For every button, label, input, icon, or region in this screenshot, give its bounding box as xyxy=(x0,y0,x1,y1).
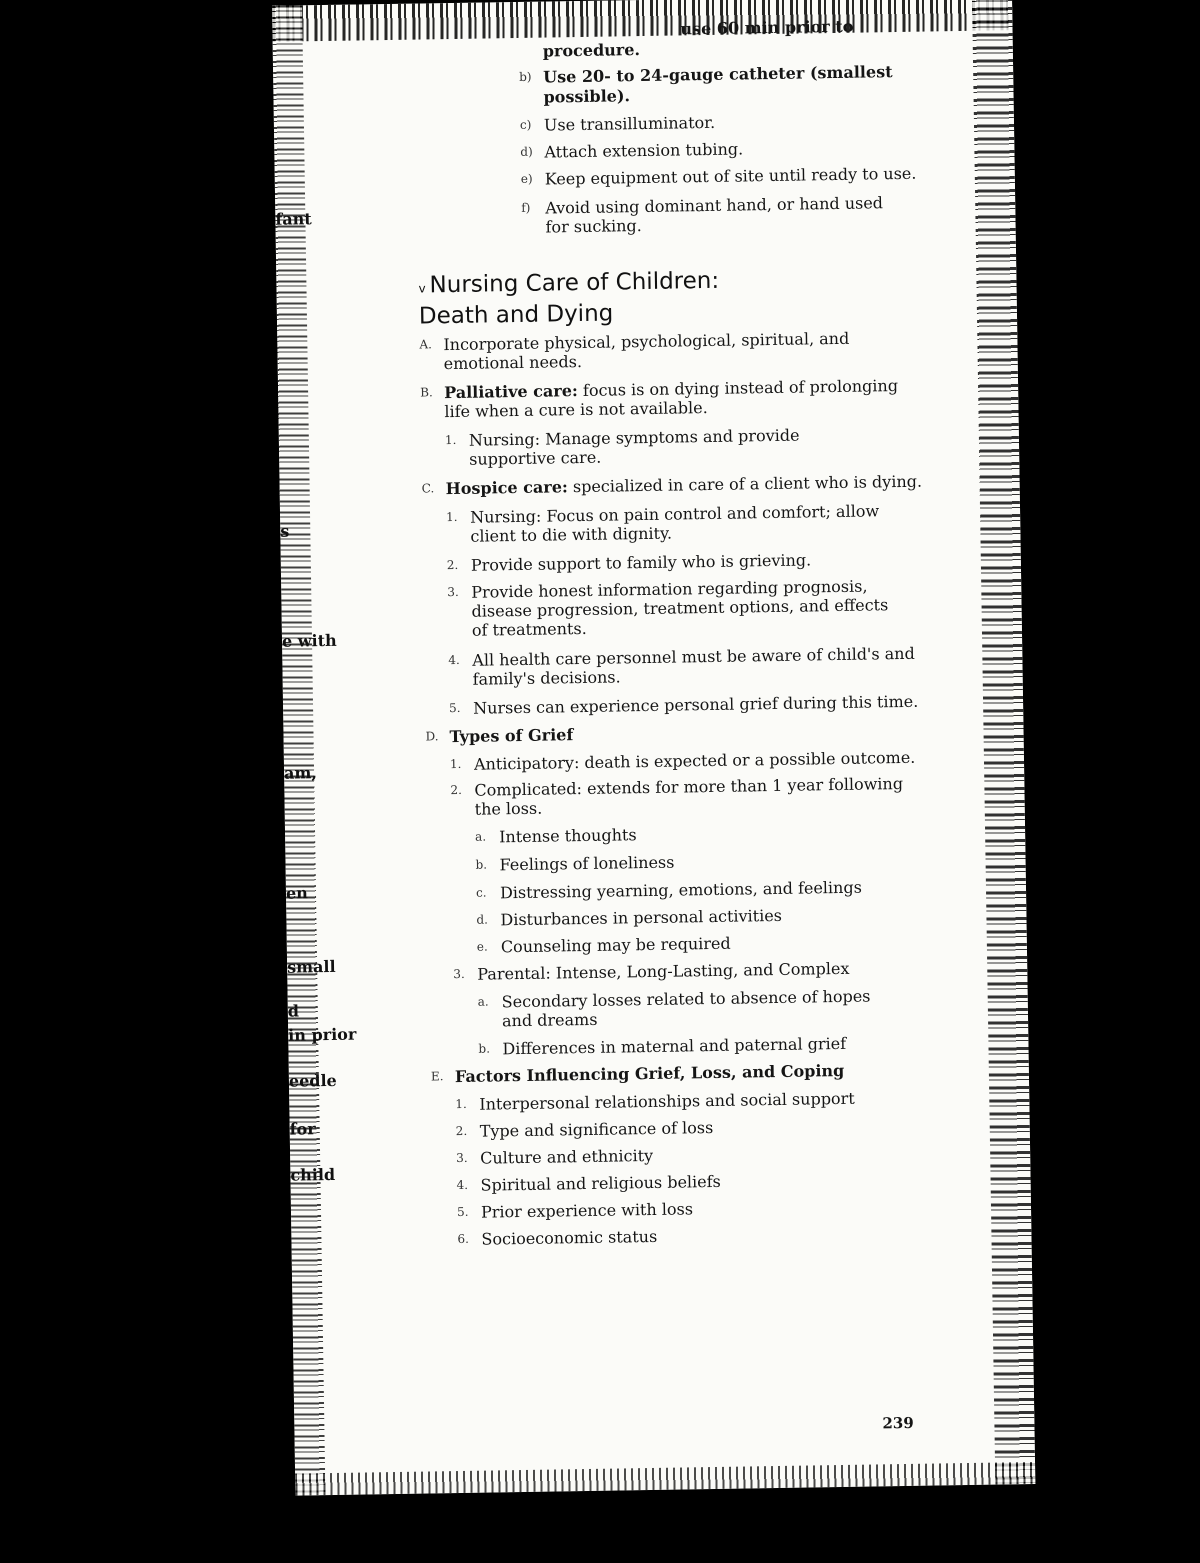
outline-marker: 3. xyxy=(447,584,459,600)
fragment-text: child xyxy=(290,1164,336,1185)
outline-marker: 1. xyxy=(445,509,458,525)
fragment-text: for xyxy=(289,1119,316,1139)
list-item-text: possible). xyxy=(543,86,631,107)
heading-factors-influencing-grief: Factors Influencing Grief, Loss, and Coping xyxy=(454,1060,845,1087)
outline-marker: c. xyxy=(475,885,487,900)
fragment-text: fant xyxy=(275,209,312,229)
outline-marker: 6. xyxy=(457,1231,470,1247)
list-item-text: Use 20- to 24-gauge catheter (smallest xyxy=(543,62,893,87)
fragment-text: e with xyxy=(281,630,337,651)
term-hospice-care: Hospice care: xyxy=(445,477,568,499)
item-c5-line-1: Nurses can experience personal grief during this time. xyxy=(472,691,919,718)
outline-marker: e. xyxy=(476,939,488,954)
outline-marker: 4. xyxy=(456,1177,469,1193)
item-e4-text: Spiritual and religious beliefs xyxy=(480,1171,721,1195)
fragment-text: en xyxy=(285,883,308,903)
book-page xyxy=(272,0,1035,1496)
item-d2-line-2: the loss. xyxy=(474,798,543,819)
item-c3-line-2: disease progression, treatment options, and effects xyxy=(471,595,889,621)
section-heading xyxy=(418,267,720,331)
fragment-text: s xyxy=(280,521,290,541)
outline-marker: D. xyxy=(425,729,439,744)
outline-marker: d. xyxy=(476,912,489,927)
outline-marker: 4. xyxy=(448,652,460,668)
item-a-line-2: emotional needs. xyxy=(443,351,583,374)
outline-marker: 1. xyxy=(449,756,462,772)
fragment-text: small xyxy=(286,956,336,977)
scan-noise-top xyxy=(272,0,1012,42)
item-c2-line-1: Provide support to family who is grieving. xyxy=(470,550,812,575)
item-c1-line-2: client to die with dignity. xyxy=(470,523,673,546)
fragment-text: d xyxy=(287,1001,300,1021)
item-c-text: specialized in care of a client who is dying. xyxy=(567,471,923,497)
item-b-text: focus is on dying instead of prolonging xyxy=(577,376,899,401)
item-c4-line-1: All health care personnel must be aware of child's and xyxy=(472,643,915,670)
term-palliative-care: Palliative care: xyxy=(443,381,578,403)
outline-marker: 1. xyxy=(444,432,457,448)
item-c-line-1 xyxy=(446,472,923,498)
item-c3-line-1: Provide honest information regarding prognosis, xyxy=(471,576,868,602)
item-c1-line-1: Nursing: Focus on pain control and comfort; allow xyxy=(469,501,880,527)
item-b-line-2: life when a cure is not available. xyxy=(444,398,708,422)
heading-types-of-grief: Types of Grief xyxy=(449,725,574,747)
list-marker: e) xyxy=(520,171,533,186)
outline-marker: A. xyxy=(419,337,432,352)
item-d2e-text: Counseling may be required xyxy=(500,933,731,957)
item-e2-text: Type and significance of loss xyxy=(479,1118,714,1141)
outline-marker: C. xyxy=(421,481,435,496)
item-d2a-text: Intense thoughts xyxy=(498,825,637,847)
outline-marker: a. xyxy=(477,994,489,1009)
header-line-1: use 60 min prior to xyxy=(680,16,854,39)
list-marker: f) xyxy=(521,200,531,215)
item-d2c-text: Distressing yearning, emotions, and feelings xyxy=(499,877,862,903)
fragment-text: eedle xyxy=(288,1070,337,1091)
header-line-2: procedure. xyxy=(542,40,641,61)
check-mark: v xyxy=(418,281,426,296)
outline-marker: 5. xyxy=(448,700,461,716)
outline-marker: 2. xyxy=(446,557,459,573)
list-marker: b) xyxy=(519,69,532,84)
page-number: 239 xyxy=(882,1413,914,1433)
outline-marker: B. xyxy=(420,385,433,400)
outline-marker: 3. xyxy=(456,1150,468,1166)
outline-marker: b. xyxy=(478,1041,491,1056)
item-e1-text: Interpersonal relationships and social support xyxy=(479,1088,855,1114)
item-d3a-line-2: and dreams xyxy=(501,1009,598,1031)
fragment-text: in prior xyxy=(288,1024,357,1045)
outline-marker: 1. xyxy=(455,1096,467,1112)
fragment-text: am, xyxy=(283,763,318,783)
item-e5-text: Prior experience with loss xyxy=(480,1199,694,1222)
outline-marker: b. xyxy=(475,857,488,872)
list-item-text: Keep equipment out of site until ready to use. xyxy=(544,163,917,189)
list-marker: d) xyxy=(520,144,533,159)
item-d2b-text: Feelings of loneliness xyxy=(499,852,675,875)
list-marker: c) xyxy=(519,117,532,132)
item-d3a-line-1: Secondary losses related to absence of hopes xyxy=(501,986,871,1012)
item-d2-line-1: Complicated: extends for more than 1 year following xyxy=(474,773,904,800)
outline-marker: 2. xyxy=(450,782,462,798)
item-d1-text: Anticipatory: death is expected or a possible outcome. xyxy=(473,747,916,774)
item-b1-line-2: supportive care. xyxy=(469,447,602,469)
list-item-text: Use transilluminator. xyxy=(543,112,716,135)
scan-noise-right xyxy=(972,0,1035,1485)
section-title-line-2: Death and Dying xyxy=(418,300,614,330)
item-c4-line-2: family's decisions. xyxy=(472,667,621,689)
list-item-text: for sucking. xyxy=(545,216,642,237)
outline-marker: a. xyxy=(475,829,487,844)
item-d2d-text: Disturbances in personal activities xyxy=(500,905,783,930)
outline-marker: 2. xyxy=(455,1123,468,1139)
item-e6-text: Socioeconomic status xyxy=(481,1226,658,1249)
item-d3-text: Parental: Intense, Long-Lasting, and Complex xyxy=(477,958,850,984)
outline-marker: E. xyxy=(430,1069,444,1084)
list-item-text: Avoid using dominant hand, or hand used xyxy=(545,193,884,218)
list-item-text: Attach extension tubing. xyxy=(544,139,744,162)
item-b1-line-1: Nursing: Manage symptoms and provide xyxy=(468,425,800,450)
item-c3-line-3: of treatments. xyxy=(471,618,587,640)
scan-noise-bottom xyxy=(295,1462,1035,1496)
item-e3-text: Culture and ethnicity xyxy=(480,1145,654,1168)
outline-marker: 5. xyxy=(456,1204,469,1220)
outline-marker: 3. xyxy=(453,966,465,982)
item-a-line-1: Incorporate physical, psychological, spiritual, and xyxy=(443,328,850,355)
item-d3b-text: Differences in maternal and paternal grief xyxy=(502,1033,847,1059)
section-title-line-1: Nursing Care of Children: xyxy=(429,267,720,299)
scan-noise-left xyxy=(272,5,325,1495)
